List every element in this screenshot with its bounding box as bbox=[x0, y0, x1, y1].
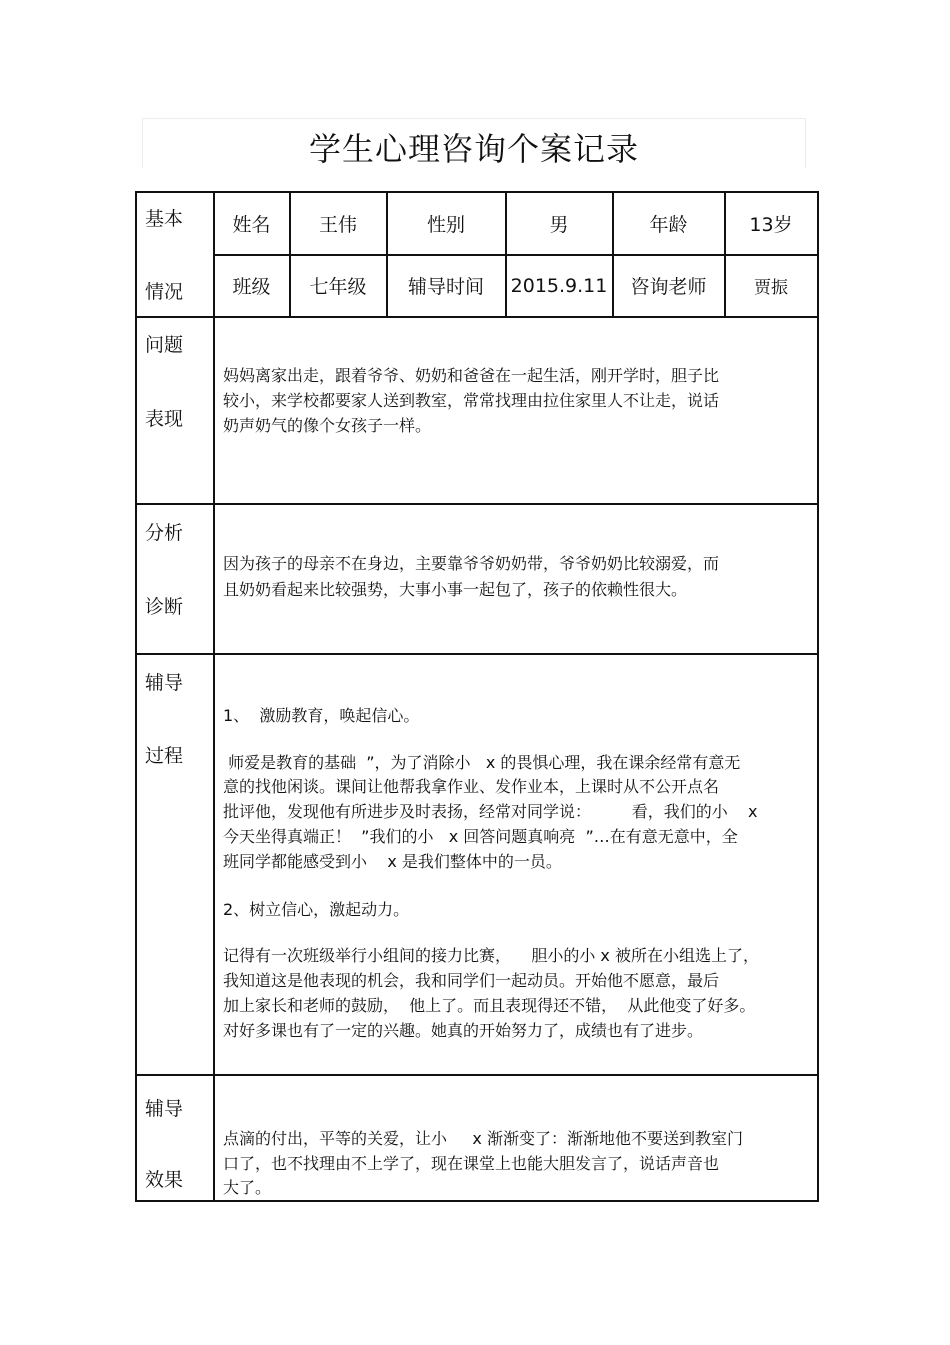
section-label-problem: 问题 bbox=[145, 334, 184, 356]
page-title: 学生心理咨询个案记录 bbox=[308, 130, 639, 168]
process-text-line: 今天坐得真端正！ ”我们的小 x 回答问题真响亮 ”…在有意无意中，全 bbox=[223, 827, 738, 846]
column-divider bbox=[213, 191, 215, 1202]
row-divider bbox=[135, 503, 819, 505]
section-label-process: 辅导 bbox=[145, 672, 184, 694]
analysis-text-line: 因为孩子的母亲不在身边，主要靠爷爷奶奶带，爷爷奶奶比较溺爱，而 bbox=[223, 554, 720, 573]
class-value: 七年级 bbox=[309, 276, 367, 298]
counseling-time-value: 2015.9.11 bbox=[510, 274, 608, 297]
row-divider bbox=[135, 1074, 819, 1076]
record-table bbox=[135, 191, 819, 1202]
section-label-effect: 效果 bbox=[145, 1169, 184, 1191]
gender-value: 男 bbox=[549, 213, 569, 236]
process-text-line: 对好多课也有了一定的兴趣。她真的开始努力了，成绩也有了进步。 bbox=[223, 1021, 704, 1040]
age-label: 年龄 bbox=[649, 213, 688, 236]
name-label: 姓名 bbox=[232, 213, 271, 236]
process-text-line: 班同学都能感受到小 x 是我们整体中的一员。 bbox=[223, 852, 562, 871]
name-value: 王伟 bbox=[318, 213, 357, 236]
process-text-line: 记得有一次班级举行小组间的接力比赛， 胆小的小 x 被所在小组选上了， bbox=[223, 946, 759, 965]
section-label-analysis: 分析 bbox=[145, 522, 184, 544]
age-value: 13岁 bbox=[749, 213, 793, 236]
problem-text-line: 奶声奶气的像个女孩子一样。 bbox=[223, 416, 432, 435]
section-label-basic: 情况 bbox=[145, 281, 184, 303]
teacher-value: 贾振 bbox=[754, 278, 788, 298]
effect-text-line: 点滴的付出，平等的关爱，让小 x 渐渐变了：渐渐地他不要送到教室门 bbox=[223, 1129, 743, 1148]
section-label-problem: 表现 bbox=[145, 408, 184, 430]
teacher-label: 咨询老师 bbox=[630, 276, 707, 298]
effect-text-line: 口了，也不找理由不上学了，现在课堂上也能大胆发言了，说话声音也 bbox=[223, 1154, 720, 1173]
effect-text-line: 大了。 bbox=[223, 1178, 272, 1197]
section-label-effect: 辅导 bbox=[145, 1098, 184, 1120]
process-text-line: 意的找他闲谈。课间让他帮我拿作业、发作业本，上课时从不公开点名 bbox=[223, 777, 720, 796]
counseling-time-label: 辅导时间 bbox=[407, 276, 484, 298]
gender-label: 性别 bbox=[426, 213, 465, 236]
section-label-basic: 基本 bbox=[145, 208, 184, 230]
row-divider bbox=[135, 316, 819, 318]
process-heading: 1、 激励教育，唤起信心。 bbox=[223, 706, 420, 725]
process-text-line: 加上家长和老师的鼓励， 他上了。而且表现得还不错， 从此他变了好多。 bbox=[223, 996, 756, 1015]
class-label: 班级 bbox=[232, 276, 271, 298]
process-text-line: 批评他，发现他有所进步及时表扬，经常对同学说： 看，我们的小 x bbox=[223, 802, 758, 821]
analysis-text-line: 且奶奶看起来比较强势，大事小事一起包了，孩子的依赖性很大。 bbox=[223, 580, 688, 599]
process-text-line: 师爱是教育的基础 ”，为了消除小 x 的畏惧心理，我在课余经常有意无 bbox=[223, 753, 741, 772]
process-heading: 2、树立信心，激起动力。 bbox=[223, 900, 410, 919]
row-divider bbox=[135, 653, 819, 655]
problem-text-line: 较小，来学校都要家人送到教室，常常找理由拉住家里人不让走，说话 bbox=[223, 391, 720, 410]
section-label-analysis: 诊断 bbox=[145, 596, 184, 618]
process-text-line: 我知道这是他表现的机会，我和同学们一起动员。开始他不愿意，最后 bbox=[223, 971, 720, 990]
problem-text-line: 妈妈离家出走，跟着爷爷、奶奶和爸爸在一起生活，刚开学时，胆子比 bbox=[223, 366, 720, 385]
section-label-process: 过程 bbox=[145, 745, 184, 767]
